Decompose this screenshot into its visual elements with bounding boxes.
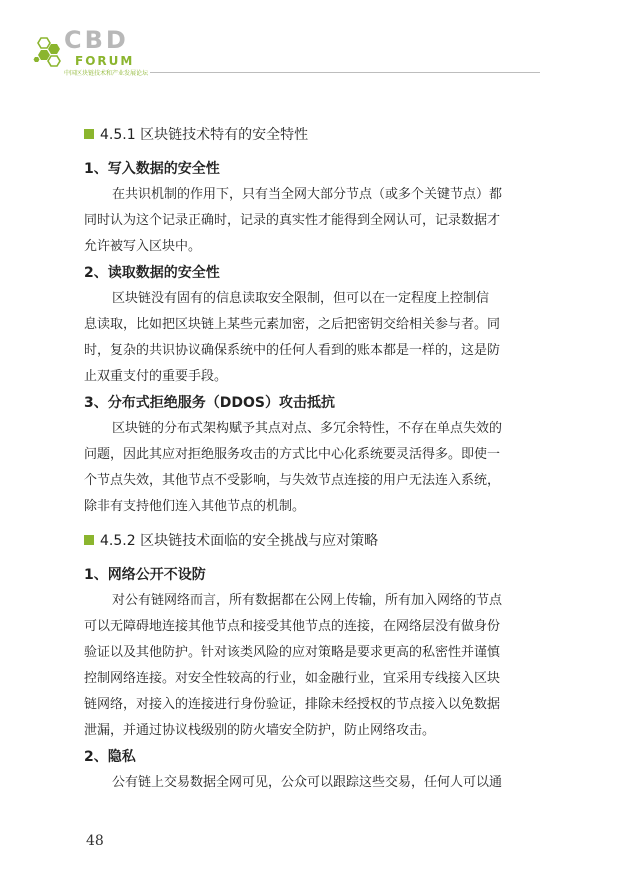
paragraph <box>84 286 546 390</box>
hexagon-cluster-icon <box>33 36 65 70</box>
paragraph-line: 同时认为这个记录正确时，记录的真实性才能得到全网认可，记录数据才 <box>84 213 501 228</box>
subsection-title: 2、读取数据的安全性 <box>84 265 220 281</box>
section-heading-text: 4.5.2 区块链技术面临的安全挑战与应对策略 <box>100 533 379 549</box>
page-number: 48 <box>86 833 104 849</box>
heading-spacer <box>84 552 546 562</box>
paragraph-line: 允许被写入区块中。 <box>84 239 202 254</box>
subsection-title: 2、隐私 <box>84 749 136 765</box>
paragraph <box>84 588 546 744</box>
paragraph-line: 时，复杂的共识协议确保系统中的任何人看到的账本都是一样的，这是防 <box>84 343 501 358</box>
section-gap <box>84 520 546 528</box>
paragraph-line: 在共识机制的作用下，只有当全网大部分节点（或多个关键节点）都 <box>112 187 503 202</box>
paragraph-line: 对公有链网络而言，所有数据都在公网上传输，所有加入网络的节点 <box>112 593 503 608</box>
section-heading-text: 4.5.1 区块链技术特有的安全特性 <box>100 127 309 143</box>
page-header <box>0 0 640 90</box>
paragraph-line: 区块链没有固有的信息读取安全限制，但可以在一定程度上控制信 <box>112 291 490 306</box>
paragraph <box>84 770 546 796</box>
subsection-title: 3、分布式拒绝服务（DDOS）攻击抵抗 <box>84 395 335 411</box>
paragraph-line: 验证以及其他防护。针对该类风险的应对策略是要求更高的私密性并谨慎 <box>84 645 501 660</box>
header-divider <box>150 72 540 73</box>
paragraph-line: 控制网络连接。对安全性较高的行业，如金融行业，宜采用专线接入区块 <box>84 671 501 686</box>
paragraph-line: 息读取，比如把区块链上某些元素加密，之后把密钥交给相关参与者。同 <box>84 317 501 332</box>
subsection-title: 1、写入数据的安全性 <box>84 161 220 177</box>
heading-spacer <box>84 146 546 156</box>
logo-subtitle: 中国区块链技术和产业发展论坛 <box>64 70 149 77</box>
paragraph-line: 公有链上交易数据全网可见，公众可以跟踪这些交易，任何人可以通 <box>112 775 503 790</box>
paragraph <box>84 182 546 260</box>
subsection-title: 1、网络公开不设防 <box>84 567 206 583</box>
document-body <box>84 122 546 796</box>
paragraph-line: 泄漏，并通过协议栈级别的防火墙安全防护，防止网络攻击。 <box>84 723 436 738</box>
paragraph-line: 链网络，对接入的连接进行身份验证，排除未经授权的节点接入以免数据 <box>84 697 501 712</box>
paragraph-line: 问题，因此其应对拒绝服务攻击的方式比中心化系统要灵活得多。即使一 <box>84 447 501 462</box>
logo-wordmark: CBD <box>64 26 129 54</box>
section-heading <box>84 122 546 146</box>
heading-bullet-icon <box>84 129 94 139</box>
paragraph-line: 除非有支持他们连入其他节点的机制。 <box>84 499 306 514</box>
paragraph-line: 个节点失效，其他节点不受影响，与失效节点连接的用户无法连入系统， <box>84 473 501 488</box>
paragraph-line: 区块链的分布式架构赋予其点对点、多冗余特性，不存在单点失效的 <box>112 421 503 436</box>
section-heading <box>84 528 546 552</box>
paragraph <box>84 416 546 520</box>
paragraph-line: 止双重支付的重要手段。 <box>84 369 228 384</box>
paragraph-line: 可以无障碍地连接其他节点和接受其他节点的连接，在网络层没有做身份 <box>84 619 501 634</box>
heading-bullet-icon <box>84 535 94 545</box>
logo-forum-text: FORUM <box>75 54 135 68</box>
